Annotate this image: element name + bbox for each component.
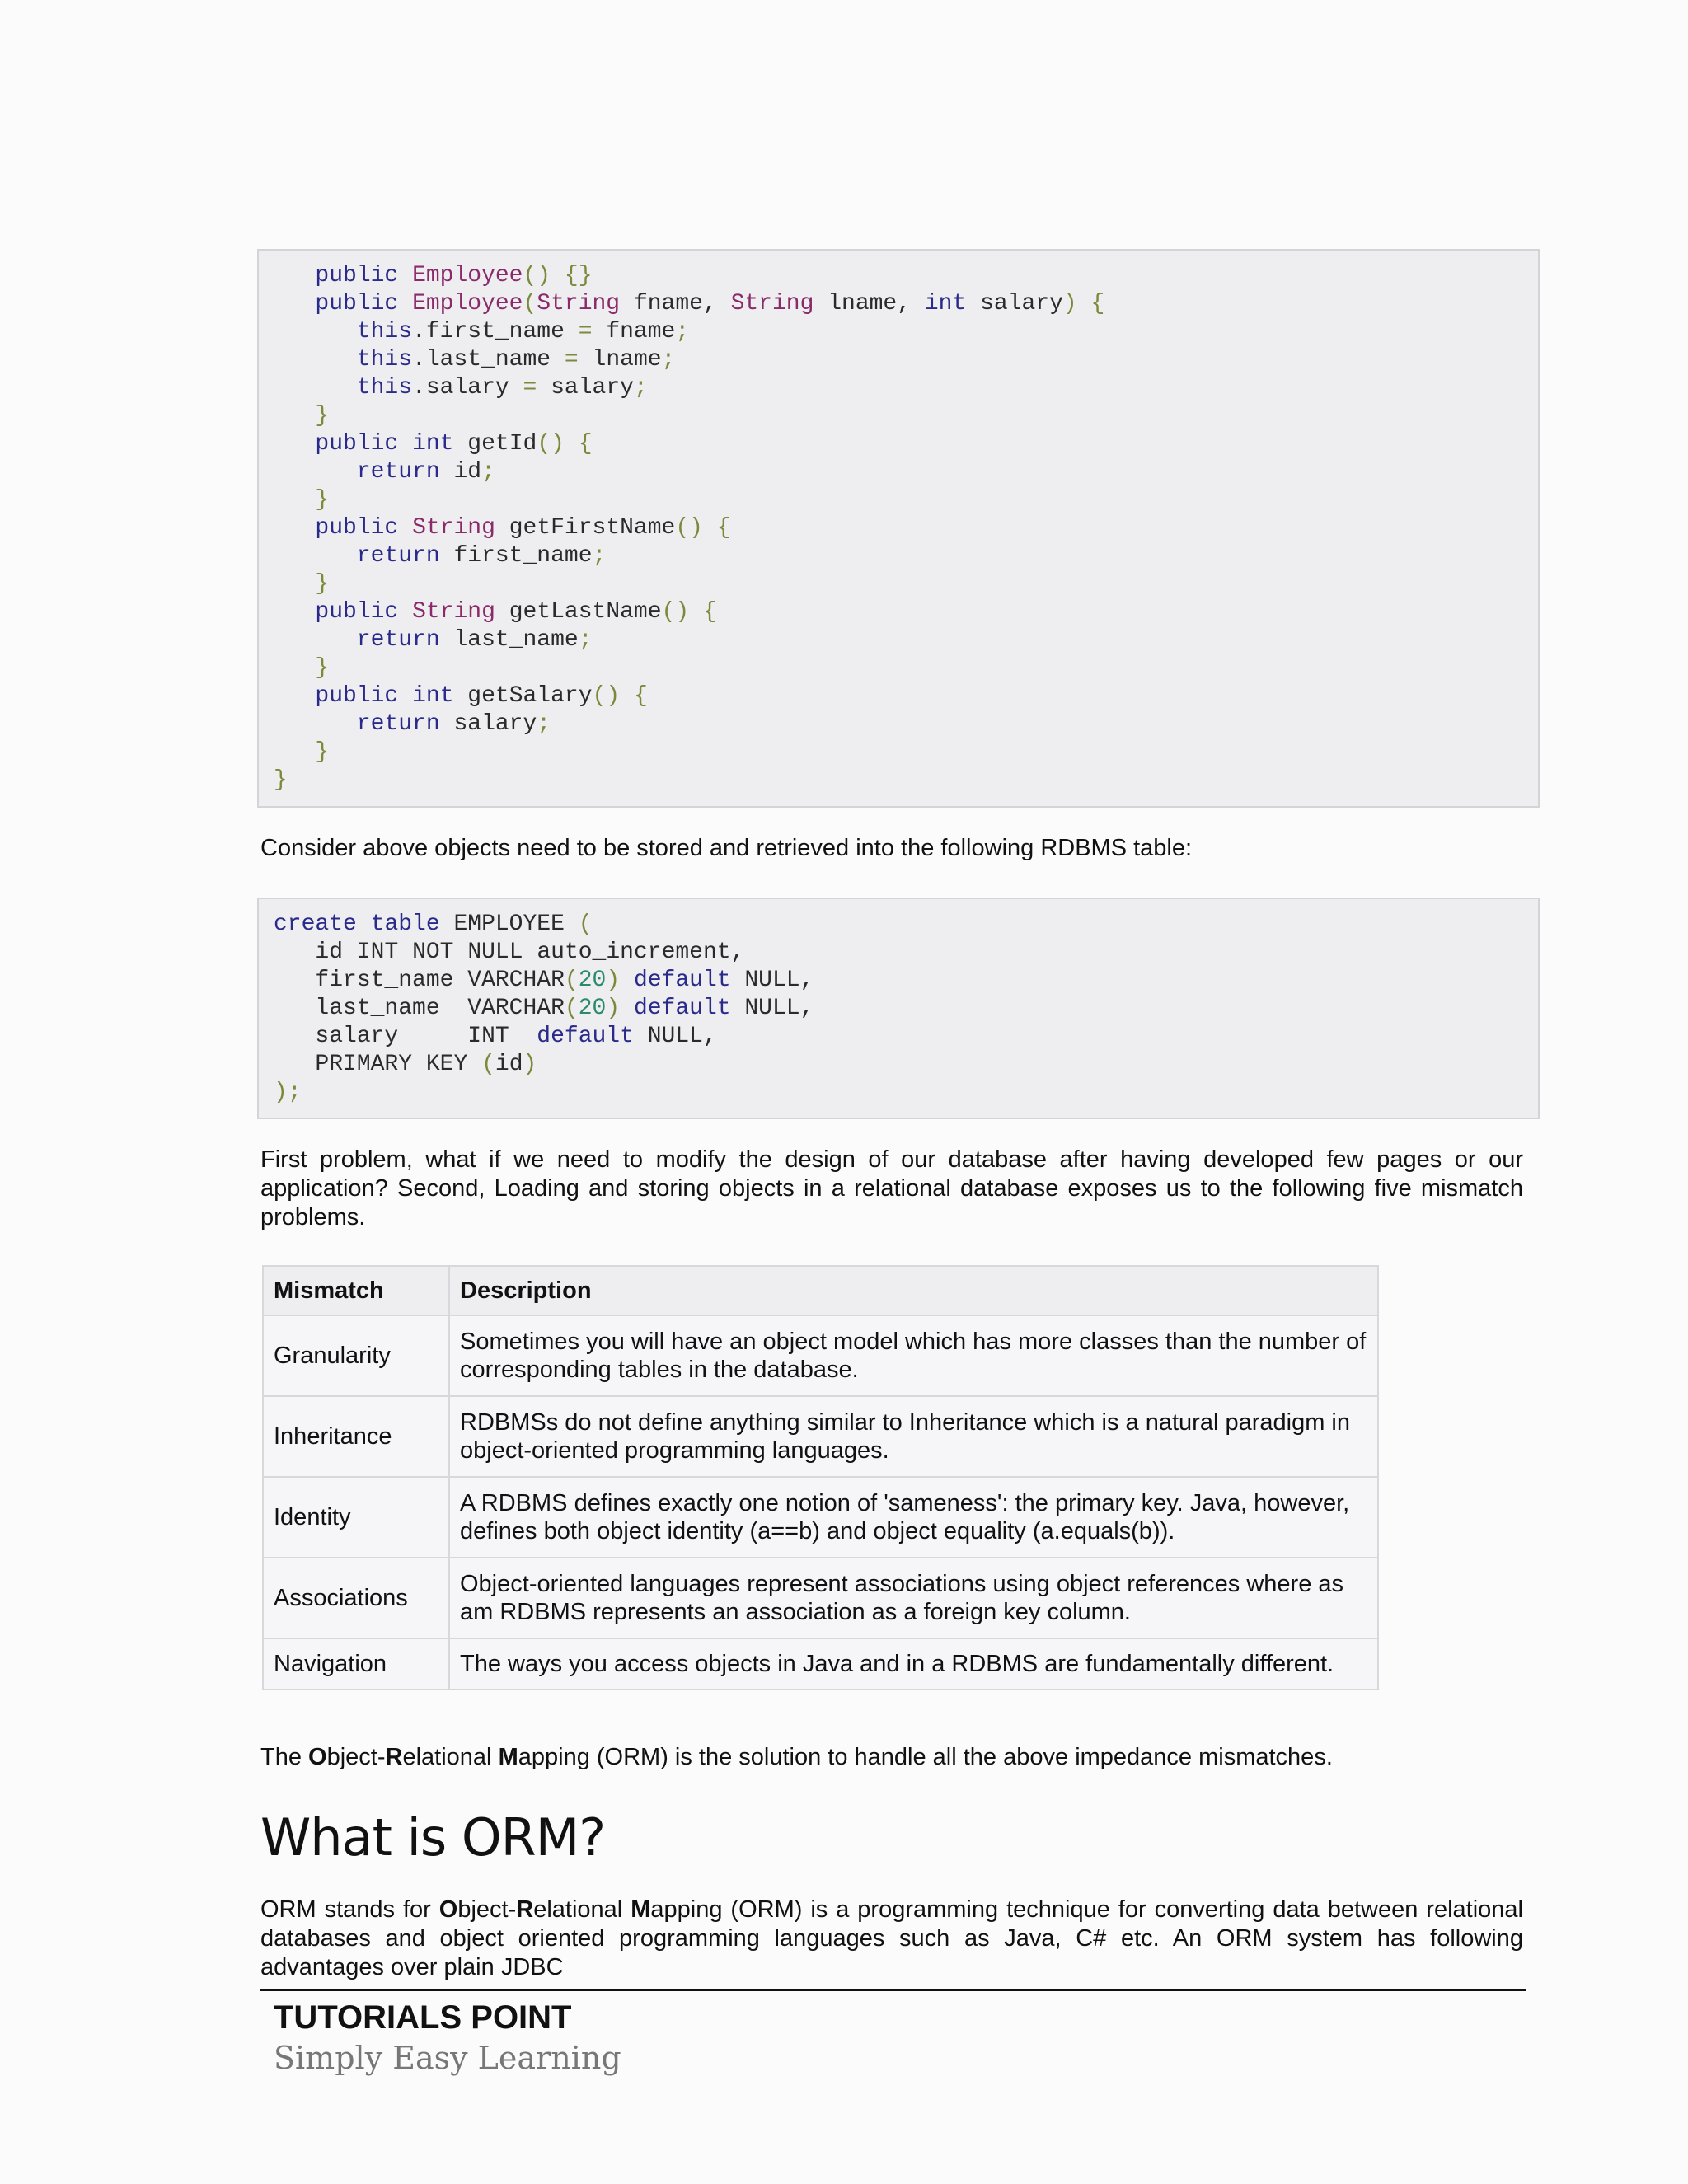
java-code-line: return salary; [356,711,551,737]
text-run: elational [402,1744,499,1770]
table-header-row [263,1266,1378,1315]
java-code-line: } [315,655,330,681]
code-block-create-table [257,898,1540,1119]
java-code-line: public String getFirstName() { [315,515,731,541]
text-run: apping (ORM) is a programming technique for converting data between relational databases and object oriented programming languages such as Java, C# etc. An ORM system has following advantages over plain JDBC [260,1896,1523,1980]
java-code-line: public Employee(String fname, String lname, int salary) { [315,291,1105,316]
footer-brand: TUTORIALS POINT [274,1999,572,2036]
description-cell: RDBMSs do not define anything similar to Inheritance which is a natural paradigm in object-oriented programming languages. [449,1396,1378,1477]
mismatch-cell: Associations [263,1558,449,1638]
java-code-line: this.last_name = lname; [356,347,676,373]
text-run: ORM stands for [260,1896,439,1923]
java-code-line: public int getSalary() { [315,683,648,709]
sql-code-line: create table EMPLOYEE ( [274,912,593,937]
text-run: The [260,1744,309,1770]
java-code-line: public int getId() { [315,431,593,457]
mismatch-cell: Inheritance [263,1396,449,1477]
table-row [263,1396,1378,1477]
footer-tagline: Simply Easy Learning [274,2040,621,2076]
java-code-line: return first_name; [356,543,607,569]
sql-code-line: id INT NOT NULL auto_increment, [315,940,745,965]
paragraph-rdbms-intro: Consider above objects need to be stored and retrieved into the following RDBMS table: [260,835,1193,861]
footer-divider [260,1989,1526,1991]
paragraph-mismatch-intro: First problem, what if we need to modify the design of our database after having developed few pages or our application? Second, Loading and storing objects in a relational database exposes us to the following five mismatch problems. [260,1146,1523,1230]
description-cell: The ways you access objects in Java and in a RDBMS are fundamentally different. [449,1638,1378,1690]
header-description: Description [449,1266,1378,1315]
java-code-line: public Employee() {} [315,263,593,288]
java-code-line: return last_name; [356,627,593,653]
bold-letter: R [516,1896,534,1923]
bold-letter: M [498,1744,518,1770]
java-code-line: return id; [356,459,495,485]
header-mismatch: Mismatch [263,1266,449,1315]
mismatch-cell: Identity [263,1477,449,1558]
table-row [263,1477,1378,1558]
mismatch-table [262,1265,1379,1690]
table-row [263,1315,1378,1396]
sql-code-line: PRIMARY KEY (id) [315,1052,537,1077]
text-run: apping (ORM) is the solution to handle all the above impedance mismatches. [518,1744,1333,1770]
java-code-line: } [274,767,288,793]
paragraph-orm-solution [260,1743,1523,1772]
table-row [263,1558,1378,1638]
sql-code-line: ); [274,1080,302,1105]
description-cell: Object-oriented languages represent associations using object references where as am RDBMS represents an association as a foreign key column. [449,1558,1378,1638]
text-run: bject- [326,1744,386,1770]
java-code-line: } [315,739,330,765]
section-heading: What is ORM? [260,1807,606,1868]
mismatch-cell: Navigation [263,1638,449,1690]
paragraph-orm-definition [260,1896,1523,1982]
description-cell: A RDBMS defines exactly one notion of 'sameness': the primary key. Java, however, defines both object identity (a==b) and object equality (a.equals(b)). [449,1477,1378,1558]
java-code-line: this.salary = salary; [356,375,648,401]
java-code-line: } [315,487,330,513]
code-block-employee-class [257,249,1540,808]
bold-letter: M [631,1896,651,1923]
mismatch-cell: Granularity [263,1315,449,1396]
sql-code-line: last_name VARCHAR(20) default NULL, [315,996,814,1021]
sql-code-line: salary INT default NULL, [315,1024,717,1049]
bold-letter: R [385,1744,403,1770]
table-row [263,1638,1378,1690]
java-code-line: } [315,403,330,429]
sql-code-line: first_name VARCHAR(20) default NULL, [315,968,814,993]
java-code-line: public String getLastName() { [315,599,717,625]
text-run: bject- [457,1896,517,1923]
description-cell: Sometimes you will have an object model which has more classes than the number of corresponding tables in the database. [449,1315,1378,1396]
bold-letter: O [438,1896,458,1923]
text-run: elational [533,1896,631,1923]
java-code-line: } [315,571,330,597]
bold-letter: O [308,1744,327,1770]
java-code-line: this.first_name = fname; [356,319,690,344]
